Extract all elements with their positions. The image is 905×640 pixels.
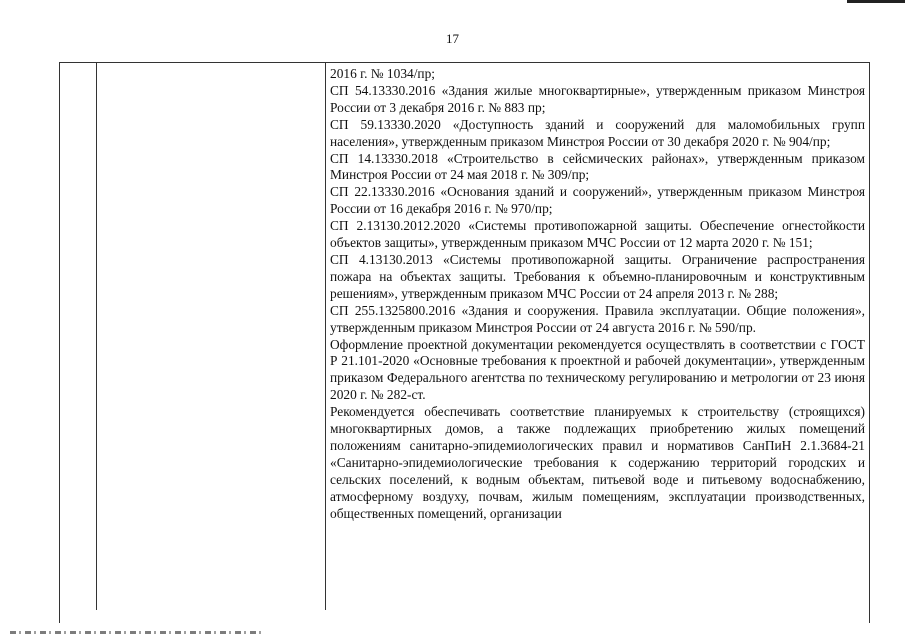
paragraph: СП 2.13130.2012.2020 «Системы противопожарной защиты. Обеспечение огнестойкости объектов защиты», утвержденным приказом МЧС России от 12 марта 2020 г. № 151; xyxy=(330,218,865,251)
paragraph: СП 14.13330.2018 «Строительство в сейсмических районах», утвержденным приказом Минстроя России от 24 мая 2018 г. № 309/пр; xyxy=(330,150,865,183)
paragraph: Оформление проектной документации рекомендуется осуществлять в соответствии с ГОСТ Р 21.101-2020 «Основные требования к проектной и рабочей документации», утвержденным приказом Федерального агентства по техническому регулированию и метрологии от 23 июня 2020 г. № 282-ст. xyxy=(330,336,865,403)
scan-edge-mark xyxy=(847,0,905,3)
paragraph: СП 22.13330.2016 «Основания зданий и сооружений», утвержденным приказом Минстроя России от 16 декабря 2016 г. № 970/пр; xyxy=(330,184,865,217)
paragraph: СП 54.13330.2016 «Здания жилые многоквартирные», утвержденным приказом Минстроя России от 3 декабря 2016 г. № 883 пр; xyxy=(330,82,865,115)
paragraph: СП 4.13130.2013 «Системы противопожарной защиты. Ограничение распространения пожара на объектах защиты. Требования к объемно-планировочным и конструктивным решениям», утвержденным приказом МЧС России от 24 апреля 2013 г. № 288; xyxy=(330,251,865,301)
paragraph: СП 255.1325800.2016 «Здания и сооружения. Правила эксплуатации. Общие положения», утвержденным приказом Минстроя России от 24 августа 2016 г. № 590/пр. xyxy=(330,302,865,335)
table-column-divider-1 xyxy=(96,62,97,610)
paragraph: СП 59.13330.2020 «Доступность зданий и сооружений для маломобильных групп населения», утвержденным приказом Минстроя России от 30 декабря 2020 г. № 904/пр; xyxy=(330,116,865,149)
paragraph: 2016 г. № 1034/пр; xyxy=(330,66,436,81)
scan-bottom-artifact xyxy=(10,631,265,634)
page-number: 17 xyxy=(446,31,459,46)
table-cell-content xyxy=(330,66,865,522)
paragraph: Рекомендуется обеспечивать соответствие планируемых к строительству (строящихся) многоквартирных домов, а также подлежащих приобретению жилых помещений положениям санитарно-эпидемиологических правил и нормативов СанПиН 2.1.3684-21 «Санитарно-эпидемиологические требования к содержанию территорий городских и сельских поселений, к водным объектам, питьевой воде и питьевому водоснабжению, атмосферному воздуху, почвам, жилым помещениям, эксплуатации производственных, общественных помещений, организации xyxy=(330,404,865,521)
table-column-divider-2 xyxy=(325,62,326,610)
